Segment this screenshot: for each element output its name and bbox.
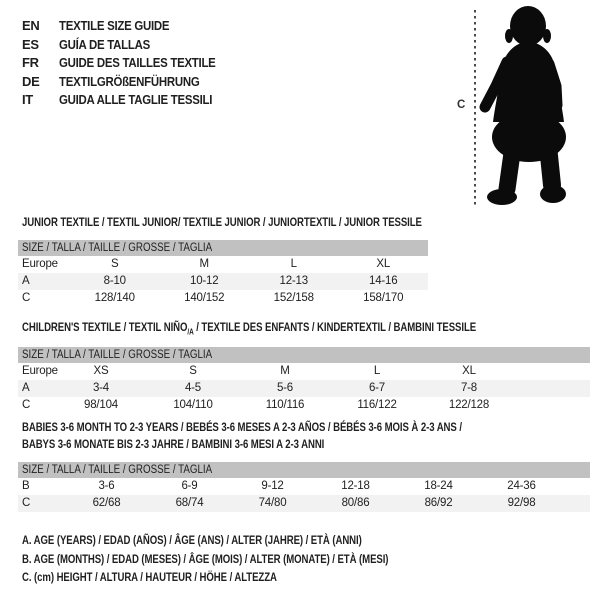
months-cell: 3-6 xyxy=(98,480,115,492)
babies-section-title-line2: BABYS 3-6 MONATE BIS 2-3 JAHRE / BAMBINI 3-6 MESI A 2-3 ANNI xyxy=(22,437,325,451)
size-cell: L xyxy=(373,365,381,377)
age-cell: 12-13 xyxy=(279,275,308,287)
language-code: FR xyxy=(22,55,39,70)
table-row-age xyxy=(18,273,428,290)
filler-cell xyxy=(515,397,590,414)
baby-silhouette-icon xyxy=(485,6,566,205)
footnote-a-age-years: A. AGE (YEARS) / EDAD (AÑOS) / ÂGE (ANS) / ALTER (JAHRE) / ETÀ (ANNI) xyxy=(22,533,362,547)
size-cell: L xyxy=(290,258,297,270)
children-title-subscript: /A xyxy=(187,327,194,337)
row-label: A xyxy=(22,275,30,287)
table-row-height xyxy=(18,495,590,512)
language-row-fr xyxy=(22,54,237,73)
months-cell: 18-24 xyxy=(424,480,453,492)
language-code: IT xyxy=(22,92,33,107)
language-row-en xyxy=(22,17,237,36)
guide-title-en: TEXTILE SIZE GUIDE xyxy=(59,18,170,33)
height-cell: 98/104 xyxy=(84,399,118,411)
size-header-bar xyxy=(18,240,428,256)
children-section-title xyxy=(22,320,476,336)
children-title-part: CHILDREN'S TEXTILE / TEXTIL NIÑO xyxy=(22,320,188,334)
figure-measure-label: C xyxy=(457,99,466,111)
children-size-table xyxy=(18,347,590,414)
height-cell: 92/98 xyxy=(507,497,536,509)
height-cell: 158/170 xyxy=(363,292,404,304)
age-cell: 5-6 xyxy=(276,382,294,394)
height-cell: 140/152 xyxy=(184,292,225,304)
size-cell: S xyxy=(111,258,119,270)
size-header-bar xyxy=(18,462,590,478)
language-code: DE xyxy=(22,73,40,89)
size-header-bar xyxy=(18,347,590,363)
size-cell: S xyxy=(189,365,197,377)
size-cell: XL xyxy=(376,258,391,270)
height-cell: 104/110 xyxy=(173,399,213,411)
age-cell: 6-7 xyxy=(368,382,386,394)
height-cell: 116/122 xyxy=(357,399,397,411)
age-cell: 7-8 xyxy=(460,382,478,394)
height-cell: 122/128 xyxy=(448,399,490,411)
height-cell: 62/68 xyxy=(92,497,121,509)
guide-title-fr: GUIDE DES TAILLES TEXTILE xyxy=(59,55,216,70)
baby-height-figure xyxy=(450,0,600,215)
legend-footnotes xyxy=(22,531,480,587)
filler-cell xyxy=(563,478,590,495)
height-cell: 74/80 xyxy=(258,497,287,509)
age-cell: 4-5 xyxy=(184,382,202,394)
footnote-c-height: C. (cm) HEIGHT / ALTURA / HAUTEUR / HÖHE / ALTEZZA xyxy=(22,570,277,584)
size-header-label: SIZE / TALLA / TAILLE / GRÖSSE / TAGLIA xyxy=(22,464,213,476)
row-label: C xyxy=(22,399,31,411)
height-cell: 68/74 xyxy=(175,497,204,509)
row-label: Europe xyxy=(22,258,58,270)
row-label: C xyxy=(22,497,31,509)
months-cell: 12-18 xyxy=(341,480,370,492)
junior-size-table xyxy=(18,240,428,307)
height-cell: 86/92 xyxy=(424,497,453,509)
age-cell: 3-4 xyxy=(92,382,110,394)
table-row-height xyxy=(18,290,428,307)
table-row-height xyxy=(18,397,590,414)
months-cell: 24-36 xyxy=(507,480,536,492)
height-cell: 110/116 xyxy=(265,399,305,411)
language-row-it xyxy=(22,91,237,110)
guide-title-es: GUÍA DE TALLAS xyxy=(59,36,150,52)
height-cell: 80/86 xyxy=(341,497,370,509)
months-cell: 9-12 xyxy=(261,480,284,492)
babies-section-title-line1: BABIES 3-6 MONTH TO 2-3 YEARS / BEBÉS 3-6 MESES A 2-3 AÑOS / BÉBÉS 3-6 MOIS À 2-3 ANS / xyxy=(22,420,462,434)
row-label: Europe xyxy=(22,365,58,377)
language-row-de xyxy=(22,73,237,92)
children-title-part: / TEXTILE DES ENFANTS / KINDERTEXTIL / BAMBINI TESSILE xyxy=(193,320,477,334)
row-label: A xyxy=(22,382,30,394)
language-title-list xyxy=(22,17,237,110)
size-cell: XS xyxy=(93,365,109,377)
table-row-europe xyxy=(18,363,590,380)
size-header-label: SIZE / TALLA / TAILLE / GRÖSSE / TAGLIA xyxy=(22,349,213,361)
filler-cell xyxy=(515,363,590,380)
age-cell: 14-16 xyxy=(369,275,398,287)
height-cell: 152/158 xyxy=(273,292,314,304)
age-cell: 10-12 xyxy=(190,275,219,287)
table-row-age xyxy=(18,380,590,397)
months-cell: 6-9 xyxy=(181,480,198,492)
size-header-label: SIZE / TALLA / TAILLE / GRÖSSE / TAGLIA xyxy=(22,242,213,254)
height-cell: 128/140 xyxy=(94,292,135,304)
size-cell: XL xyxy=(462,365,476,377)
babies-size-table xyxy=(18,462,590,512)
language-code: EN xyxy=(22,18,40,33)
row-label: C xyxy=(22,292,31,304)
filler-cell xyxy=(563,495,590,512)
guide-title-it: GUIDA ALLE TAGLIE TESSILI xyxy=(59,92,213,107)
language-row-es xyxy=(22,36,237,55)
table-row-europe xyxy=(18,256,428,273)
footnote-b-age-months: B. AGE (MONTHS) / EDAD (MESES) / ÂGE (MOIS) / ALTER (MONATE) / ETÀ (MESI) xyxy=(22,551,389,566)
age-cell: 8-10 xyxy=(103,275,126,287)
junior-section-title: JUNIOR TEXTILE / TEXTIL JUNIOR/ TEXTILE JUNIOR / JUNIORTEXTIL / JUNIOR TESSILE xyxy=(22,215,422,229)
table-row-months xyxy=(18,478,590,495)
row-label: B xyxy=(22,480,30,492)
guide-title-de: TEXTILGRÖßENFÜHRUNG xyxy=(59,73,200,89)
filler-cell xyxy=(515,380,590,397)
size-cell: M xyxy=(280,365,290,377)
language-code: ES xyxy=(22,36,39,52)
size-cell: M xyxy=(199,258,209,270)
